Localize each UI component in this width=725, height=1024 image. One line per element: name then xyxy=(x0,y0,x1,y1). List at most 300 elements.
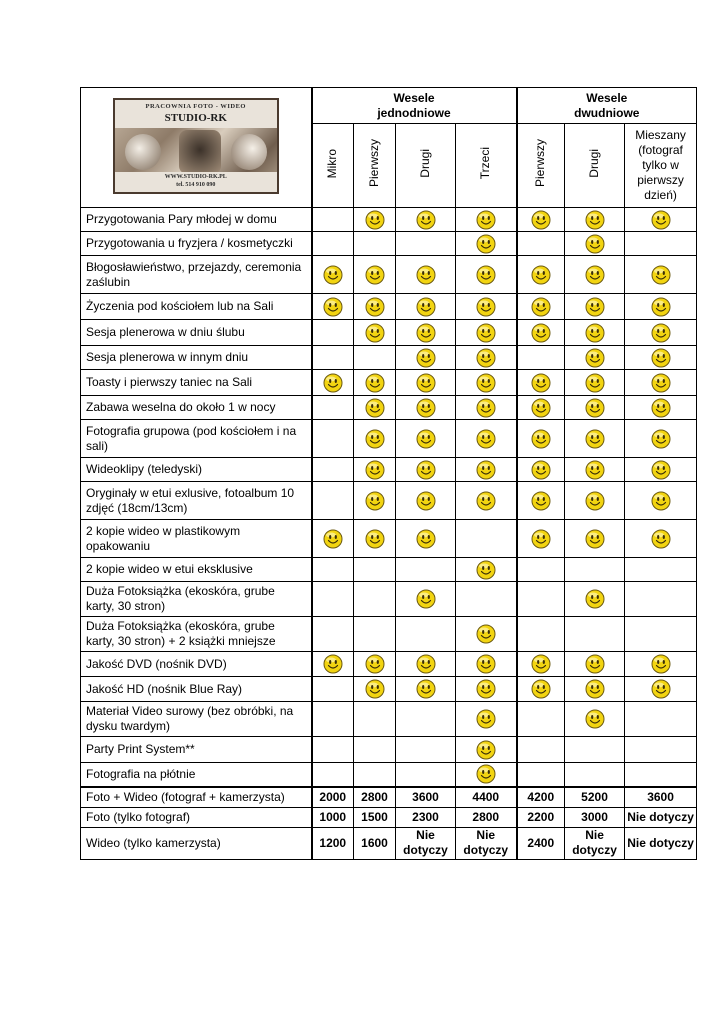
smiley-icon xyxy=(476,679,496,699)
price-value: 3000 xyxy=(565,807,625,827)
feature-cell xyxy=(354,582,396,617)
feature-cell xyxy=(354,652,396,677)
feature-cell xyxy=(396,763,456,787)
feature-cell xyxy=(565,763,625,787)
feature-label: Sesja plenerowa w innym dniu xyxy=(81,346,312,370)
feature-label: Wideoklipy (teledyski) xyxy=(81,458,312,482)
feature-cell xyxy=(456,256,517,294)
feature-cell xyxy=(565,370,625,396)
feature-row xyxy=(81,763,697,787)
feature-cell xyxy=(517,737,565,763)
feature-label: Jakość DVD (nośnik DVD) xyxy=(81,652,312,677)
col-header-mikro: Mikro xyxy=(312,124,354,208)
feature-row xyxy=(81,737,697,763)
feature-cell xyxy=(456,370,517,396)
feature-cell xyxy=(565,677,625,702)
feature-cell xyxy=(396,256,456,294)
feature-cell xyxy=(312,763,354,787)
price-value: 4200 xyxy=(517,787,565,808)
feature-label: Oryginały w etui exlusive, fotoalbum 10 zdjęć (18cm/13cm) xyxy=(81,482,312,520)
feature-cell xyxy=(456,737,517,763)
smiley-icon xyxy=(531,460,551,480)
feature-cell xyxy=(354,482,396,520)
feature-label: Toasty i pierwszy taniec na Sali xyxy=(81,370,312,396)
smiley-icon xyxy=(416,323,436,343)
price-value: 1000 xyxy=(312,807,354,827)
smiley-icon xyxy=(365,398,385,418)
feature-cell xyxy=(456,232,517,256)
feature-cell xyxy=(312,558,354,582)
feature-cell xyxy=(625,617,697,652)
feature-cell xyxy=(517,396,565,420)
feature-row xyxy=(81,558,697,582)
feature-cell xyxy=(456,294,517,320)
col-header-drugi-2: Drugi xyxy=(565,124,625,208)
feature-cell xyxy=(517,346,565,370)
col-header-pierwszy-2: Pierwszy xyxy=(517,124,565,208)
feature-cell xyxy=(396,396,456,420)
feature-cell xyxy=(565,256,625,294)
feature-cell xyxy=(354,458,396,482)
feature-cell xyxy=(565,294,625,320)
smiley-icon xyxy=(651,679,671,699)
smiley-icon xyxy=(651,265,671,285)
feature-cell xyxy=(396,208,456,232)
smiley-icon xyxy=(416,297,436,317)
price-label: Wideo (tylko kamerzysta) xyxy=(81,827,312,859)
price-value: 1500 xyxy=(354,807,396,827)
smiley-icon xyxy=(585,234,605,254)
group2-line1: Wesele xyxy=(586,90,628,105)
logo-line-1: PRACOWNIA FOTO - WIDEO xyxy=(145,102,246,110)
feature-cell xyxy=(312,320,354,346)
smiley-icon xyxy=(416,398,436,418)
feature-cell xyxy=(312,458,354,482)
price-value: 2400 xyxy=(517,827,565,859)
feature-cell xyxy=(456,420,517,458)
price-value: 2200 xyxy=(517,807,565,827)
feature-cell xyxy=(354,294,396,320)
feature-cell xyxy=(354,396,396,420)
smiley-icon xyxy=(323,297,343,317)
price-value: 1600 xyxy=(354,827,396,859)
smiley-icon xyxy=(585,654,605,674)
feature-cell xyxy=(517,520,565,558)
feature-cell xyxy=(312,370,354,396)
price-value: 5200 xyxy=(565,787,625,808)
feature-cell xyxy=(565,617,625,652)
smiley-icon xyxy=(476,560,496,580)
feature-cell xyxy=(625,232,697,256)
smiley-icon xyxy=(651,373,671,393)
feature-row xyxy=(81,582,697,617)
feature-cell xyxy=(396,558,456,582)
feature-cell xyxy=(625,346,697,370)
smiley-icon xyxy=(416,429,436,449)
feature-row xyxy=(81,702,697,737)
smiley-icon xyxy=(416,373,436,393)
price-value: 1200 xyxy=(312,827,354,859)
feature-cell xyxy=(396,617,456,652)
smiley-icon xyxy=(585,709,605,729)
feature-cell xyxy=(517,458,565,482)
smiley-icon xyxy=(416,589,436,609)
feature-cell xyxy=(565,208,625,232)
feature-cell xyxy=(565,320,625,346)
feature-label: Sesja plenerowa w dniu ślubu xyxy=(81,320,312,346)
logo-line-2: STUDIO-RK xyxy=(164,111,227,124)
feature-cell xyxy=(312,582,354,617)
feature-cell xyxy=(396,652,456,677)
smiley-icon xyxy=(476,398,496,418)
feature-row xyxy=(81,458,697,482)
feature-cell xyxy=(396,737,456,763)
feature-cell xyxy=(456,208,517,232)
feature-cell xyxy=(396,482,456,520)
feature-cell xyxy=(565,582,625,617)
smiley-icon xyxy=(476,764,496,784)
feature-cell xyxy=(354,677,396,702)
studio-logo xyxy=(113,98,279,194)
feature-cell xyxy=(517,482,565,520)
feature-cell xyxy=(354,346,396,370)
feature-cell xyxy=(312,702,354,737)
feature-cell xyxy=(354,208,396,232)
feature-cell xyxy=(517,208,565,232)
feature-cell xyxy=(517,702,565,737)
feature-label: Fotografia grupowa (pod kościołem i na sali) xyxy=(81,420,312,458)
feature-cell xyxy=(396,420,456,458)
feature-cell xyxy=(517,763,565,787)
feature-row xyxy=(81,396,697,420)
feature-cell xyxy=(517,370,565,396)
logo-cell xyxy=(81,88,312,208)
feature-cell xyxy=(456,346,517,370)
feature-row xyxy=(81,208,697,232)
feature-row xyxy=(81,346,697,370)
feature-cell xyxy=(625,702,697,737)
feature-cell xyxy=(354,232,396,256)
group2-line2: dwudniowe xyxy=(574,105,640,120)
smiley-icon xyxy=(365,491,385,511)
feature-cell xyxy=(354,320,396,346)
feature-cell xyxy=(312,737,354,763)
feature-cell xyxy=(396,294,456,320)
feature-cell xyxy=(354,737,396,763)
feature-row xyxy=(81,482,697,520)
smiley-icon xyxy=(585,323,605,343)
feature-cell xyxy=(396,702,456,737)
smiley-icon xyxy=(365,460,385,480)
feature-label: Fotografia na płótnie xyxy=(81,763,312,787)
smiley-icon xyxy=(323,373,343,393)
smiley-icon xyxy=(476,323,496,343)
feature-cell xyxy=(625,396,697,420)
feature-label: 2 kopie wideo w plastikowym opakowaniu xyxy=(81,520,312,558)
feature-row xyxy=(81,617,697,652)
smiley-icon xyxy=(585,429,605,449)
smiley-icon xyxy=(585,265,605,285)
smiley-icon xyxy=(365,297,385,317)
photo-camera-operator xyxy=(179,130,221,174)
smiley-icon xyxy=(476,460,496,480)
smiley-icon xyxy=(416,679,436,699)
price-value: 3600 xyxy=(625,787,697,808)
feature-cell xyxy=(517,294,565,320)
feature-cell xyxy=(565,520,625,558)
feature-cell xyxy=(517,558,565,582)
price-comparison-table xyxy=(80,87,697,860)
feature-cell xyxy=(565,652,625,677)
feature-row xyxy=(81,652,697,677)
feature-cell xyxy=(354,763,396,787)
feature-cell xyxy=(396,370,456,396)
feature-cell xyxy=(312,617,354,652)
feature-cell xyxy=(625,582,697,617)
feature-cell xyxy=(456,396,517,420)
smiley-icon xyxy=(476,709,496,729)
feature-row xyxy=(81,320,697,346)
group1-line2: jednodniowe xyxy=(377,105,451,120)
price-row xyxy=(81,827,697,859)
smiley-icon xyxy=(365,679,385,699)
feature-cell xyxy=(565,420,625,458)
feature-label: Duża Fotoksiążka (ekoskóra, grube karty, 30 stron) + 2 książki mniejsze xyxy=(81,617,312,652)
feature-cell xyxy=(312,420,354,458)
feature-cell xyxy=(625,652,697,677)
smiley-icon xyxy=(651,210,671,230)
feature-cell xyxy=(517,320,565,346)
feature-label: Błogosławieństwo, przejazdy, ceremonia zaślubin xyxy=(81,256,312,294)
col-header-mieszany: Mieszany (fotograf tylko w pierwszy dzień) xyxy=(625,124,697,208)
group1-line1: Wesele xyxy=(393,90,435,105)
feature-cell xyxy=(312,346,354,370)
feature-cell xyxy=(396,582,456,617)
smiley-icon xyxy=(476,265,496,285)
smiley-icon xyxy=(651,460,671,480)
price-label: Foto (tylko fotograf) xyxy=(81,807,312,827)
feature-cell xyxy=(517,652,565,677)
feature-cell xyxy=(565,482,625,520)
feature-label: Przygotowania u fryzjera / kosmetyczki xyxy=(81,232,312,256)
smiley-icon xyxy=(651,429,671,449)
feature-cell xyxy=(565,232,625,256)
feature-cell xyxy=(625,763,697,787)
feature-cell xyxy=(456,582,517,617)
feature-cell xyxy=(354,702,396,737)
feature-cell xyxy=(456,617,517,652)
smiley-icon xyxy=(651,654,671,674)
smiley-icon xyxy=(476,234,496,254)
feature-cell xyxy=(517,617,565,652)
smiley-icon xyxy=(585,460,605,480)
feature-cell xyxy=(312,294,354,320)
smiley-icon xyxy=(531,297,551,317)
feature-cell xyxy=(625,256,697,294)
feature-cell xyxy=(354,370,396,396)
feature-cell xyxy=(312,652,354,677)
feature-cell xyxy=(517,256,565,294)
smiley-icon xyxy=(416,460,436,480)
price-row xyxy=(81,787,697,808)
feature-cell xyxy=(354,617,396,652)
feature-row xyxy=(81,232,697,256)
feature-label: Party Print System** xyxy=(81,737,312,763)
logo-line-4: tel. 514 910 090 xyxy=(176,182,216,188)
smiley-icon xyxy=(476,297,496,317)
feature-cell xyxy=(312,232,354,256)
feature-cell xyxy=(456,652,517,677)
feature-cell xyxy=(354,558,396,582)
feature-cell xyxy=(565,558,625,582)
smiley-icon xyxy=(531,429,551,449)
feature-cell xyxy=(396,320,456,346)
price-row xyxy=(81,807,697,827)
smiley-icon xyxy=(476,373,496,393)
feature-cell xyxy=(396,677,456,702)
smiley-icon xyxy=(531,491,551,511)
feature-cell xyxy=(625,294,697,320)
smiley-icon xyxy=(585,373,605,393)
feature-cell xyxy=(312,482,354,520)
smiley-icon xyxy=(531,679,551,699)
feature-row xyxy=(81,294,697,320)
smiley-icon xyxy=(585,297,605,317)
feature-cell xyxy=(312,396,354,420)
feature-cell xyxy=(625,482,697,520)
feature-cell xyxy=(565,702,625,737)
smiley-icon xyxy=(416,529,436,549)
feature-cell xyxy=(396,346,456,370)
smiley-icon xyxy=(365,654,385,674)
smiley-icon xyxy=(531,265,551,285)
smiley-icon xyxy=(476,491,496,511)
feature-cell xyxy=(396,458,456,482)
smiley-icon xyxy=(365,210,385,230)
price-value: 3600 xyxy=(396,787,456,808)
feature-cell xyxy=(456,677,517,702)
smiley-icon xyxy=(365,429,385,449)
smiley-icon xyxy=(585,348,605,368)
feature-cell xyxy=(396,520,456,558)
feature-cell xyxy=(456,558,517,582)
smiley-icon xyxy=(323,265,343,285)
header-row-groups xyxy=(81,88,697,124)
smiley-icon xyxy=(531,210,551,230)
feature-label: Życzenia pod kościołem lub na Sali xyxy=(81,294,312,320)
col-header-pierwszy-1: Pierwszy xyxy=(354,124,396,208)
smiley-icon xyxy=(585,210,605,230)
feature-cell xyxy=(625,370,697,396)
price-value: Nie dotyczy xyxy=(625,807,697,827)
feature-cell xyxy=(354,256,396,294)
smiley-icon xyxy=(416,210,436,230)
feature-row xyxy=(81,256,697,294)
smiley-icon xyxy=(476,210,496,230)
smiley-icon xyxy=(476,348,496,368)
feature-cell xyxy=(565,737,625,763)
smiley-icon xyxy=(365,373,385,393)
photo-couple-right xyxy=(231,134,267,170)
smiley-icon xyxy=(585,529,605,549)
smiley-icon xyxy=(531,529,551,549)
smiley-icon xyxy=(416,491,436,511)
smiley-icon xyxy=(416,654,436,674)
group-header-two-day xyxy=(517,88,697,124)
smiley-icon xyxy=(531,398,551,418)
feature-label: Materiał Video surowy (bez obróbki, na dysku twardym) xyxy=(81,702,312,737)
smiley-icon xyxy=(585,589,605,609)
feature-cell xyxy=(456,320,517,346)
feature-row xyxy=(81,677,697,702)
feature-row xyxy=(81,370,697,396)
feature-cell xyxy=(456,763,517,787)
smiley-icon xyxy=(585,398,605,418)
smiley-icon xyxy=(416,265,436,285)
price-value: 2300 xyxy=(396,807,456,827)
logo-line-3: WWW.STUDIO-RK.PL xyxy=(164,174,227,180)
feature-cell xyxy=(456,520,517,558)
smiley-icon xyxy=(365,265,385,285)
feature-label: Zabawa weselna do około 1 w nocy xyxy=(81,396,312,420)
smiley-icon xyxy=(651,323,671,343)
price-value: 2800 xyxy=(456,807,517,827)
price-value: Nie dotyczy xyxy=(565,827,625,859)
smiley-icon xyxy=(531,654,551,674)
feature-cell xyxy=(565,346,625,370)
feature-cell xyxy=(312,256,354,294)
feature-label: 2 kopie wideo w etui eksklusive xyxy=(81,558,312,582)
smiley-icon xyxy=(585,679,605,699)
price-value: Nie dotyczy xyxy=(396,827,456,859)
feature-row xyxy=(81,420,697,458)
price-value: 2800 xyxy=(354,787,396,808)
price-value: 4400 xyxy=(456,787,517,808)
smiley-icon xyxy=(476,654,496,674)
smiley-icon xyxy=(651,348,671,368)
group-header-one-day xyxy=(312,88,517,124)
feature-label: Przygotowania Pary młodej w domu xyxy=(81,208,312,232)
smiley-icon xyxy=(323,529,343,549)
feature-cell xyxy=(517,420,565,458)
feature-cell xyxy=(625,677,697,702)
feature-cell xyxy=(625,558,697,582)
feature-cell xyxy=(625,420,697,458)
smiley-icon xyxy=(531,373,551,393)
feature-cell xyxy=(565,396,625,420)
smiley-icon xyxy=(585,491,605,511)
photo-couple-left xyxy=(125,134,161,170)
feature-cell xyxy=(354,520,396,558)
feature-cell xyxy=(517,232,565,256)
feature-label: Duża Fotoksiążka (ekoskóra, grube karty, 30 stron) xyxy=(81,582,312,617)
feature-cell xyxy=(456,458,517,482)
price-label: Foto + Wideo (fotograf + kamerzysta) xyxy=(81,787,312,808)
smiley-icon xyxy=(365,323,385,343)
price-value: Nie dotyczy xyxy=(625,827,697,859)
feature-cell xyxy=(517,677,565,702)
feature-cell xyxy=(312,520,354,558)
feature-cell xyxy=(625,208,697,232)
smiley-icon xyxy=(416,348,436,368)
col-header-drugi-1: Drugi xyxy=(396,124,456,208)
feature-cell xyxy=(625,737,697,763)
smiley-icon xyxy=(476,740,496,760)
feature-cell xyxy=(312,677,354,702)
feature-cell xyxy=(456,702,517,737)
smiley-icon xyxy=(323,654,343,674)
smiley-icon xyxy=(476,624,496,644)
